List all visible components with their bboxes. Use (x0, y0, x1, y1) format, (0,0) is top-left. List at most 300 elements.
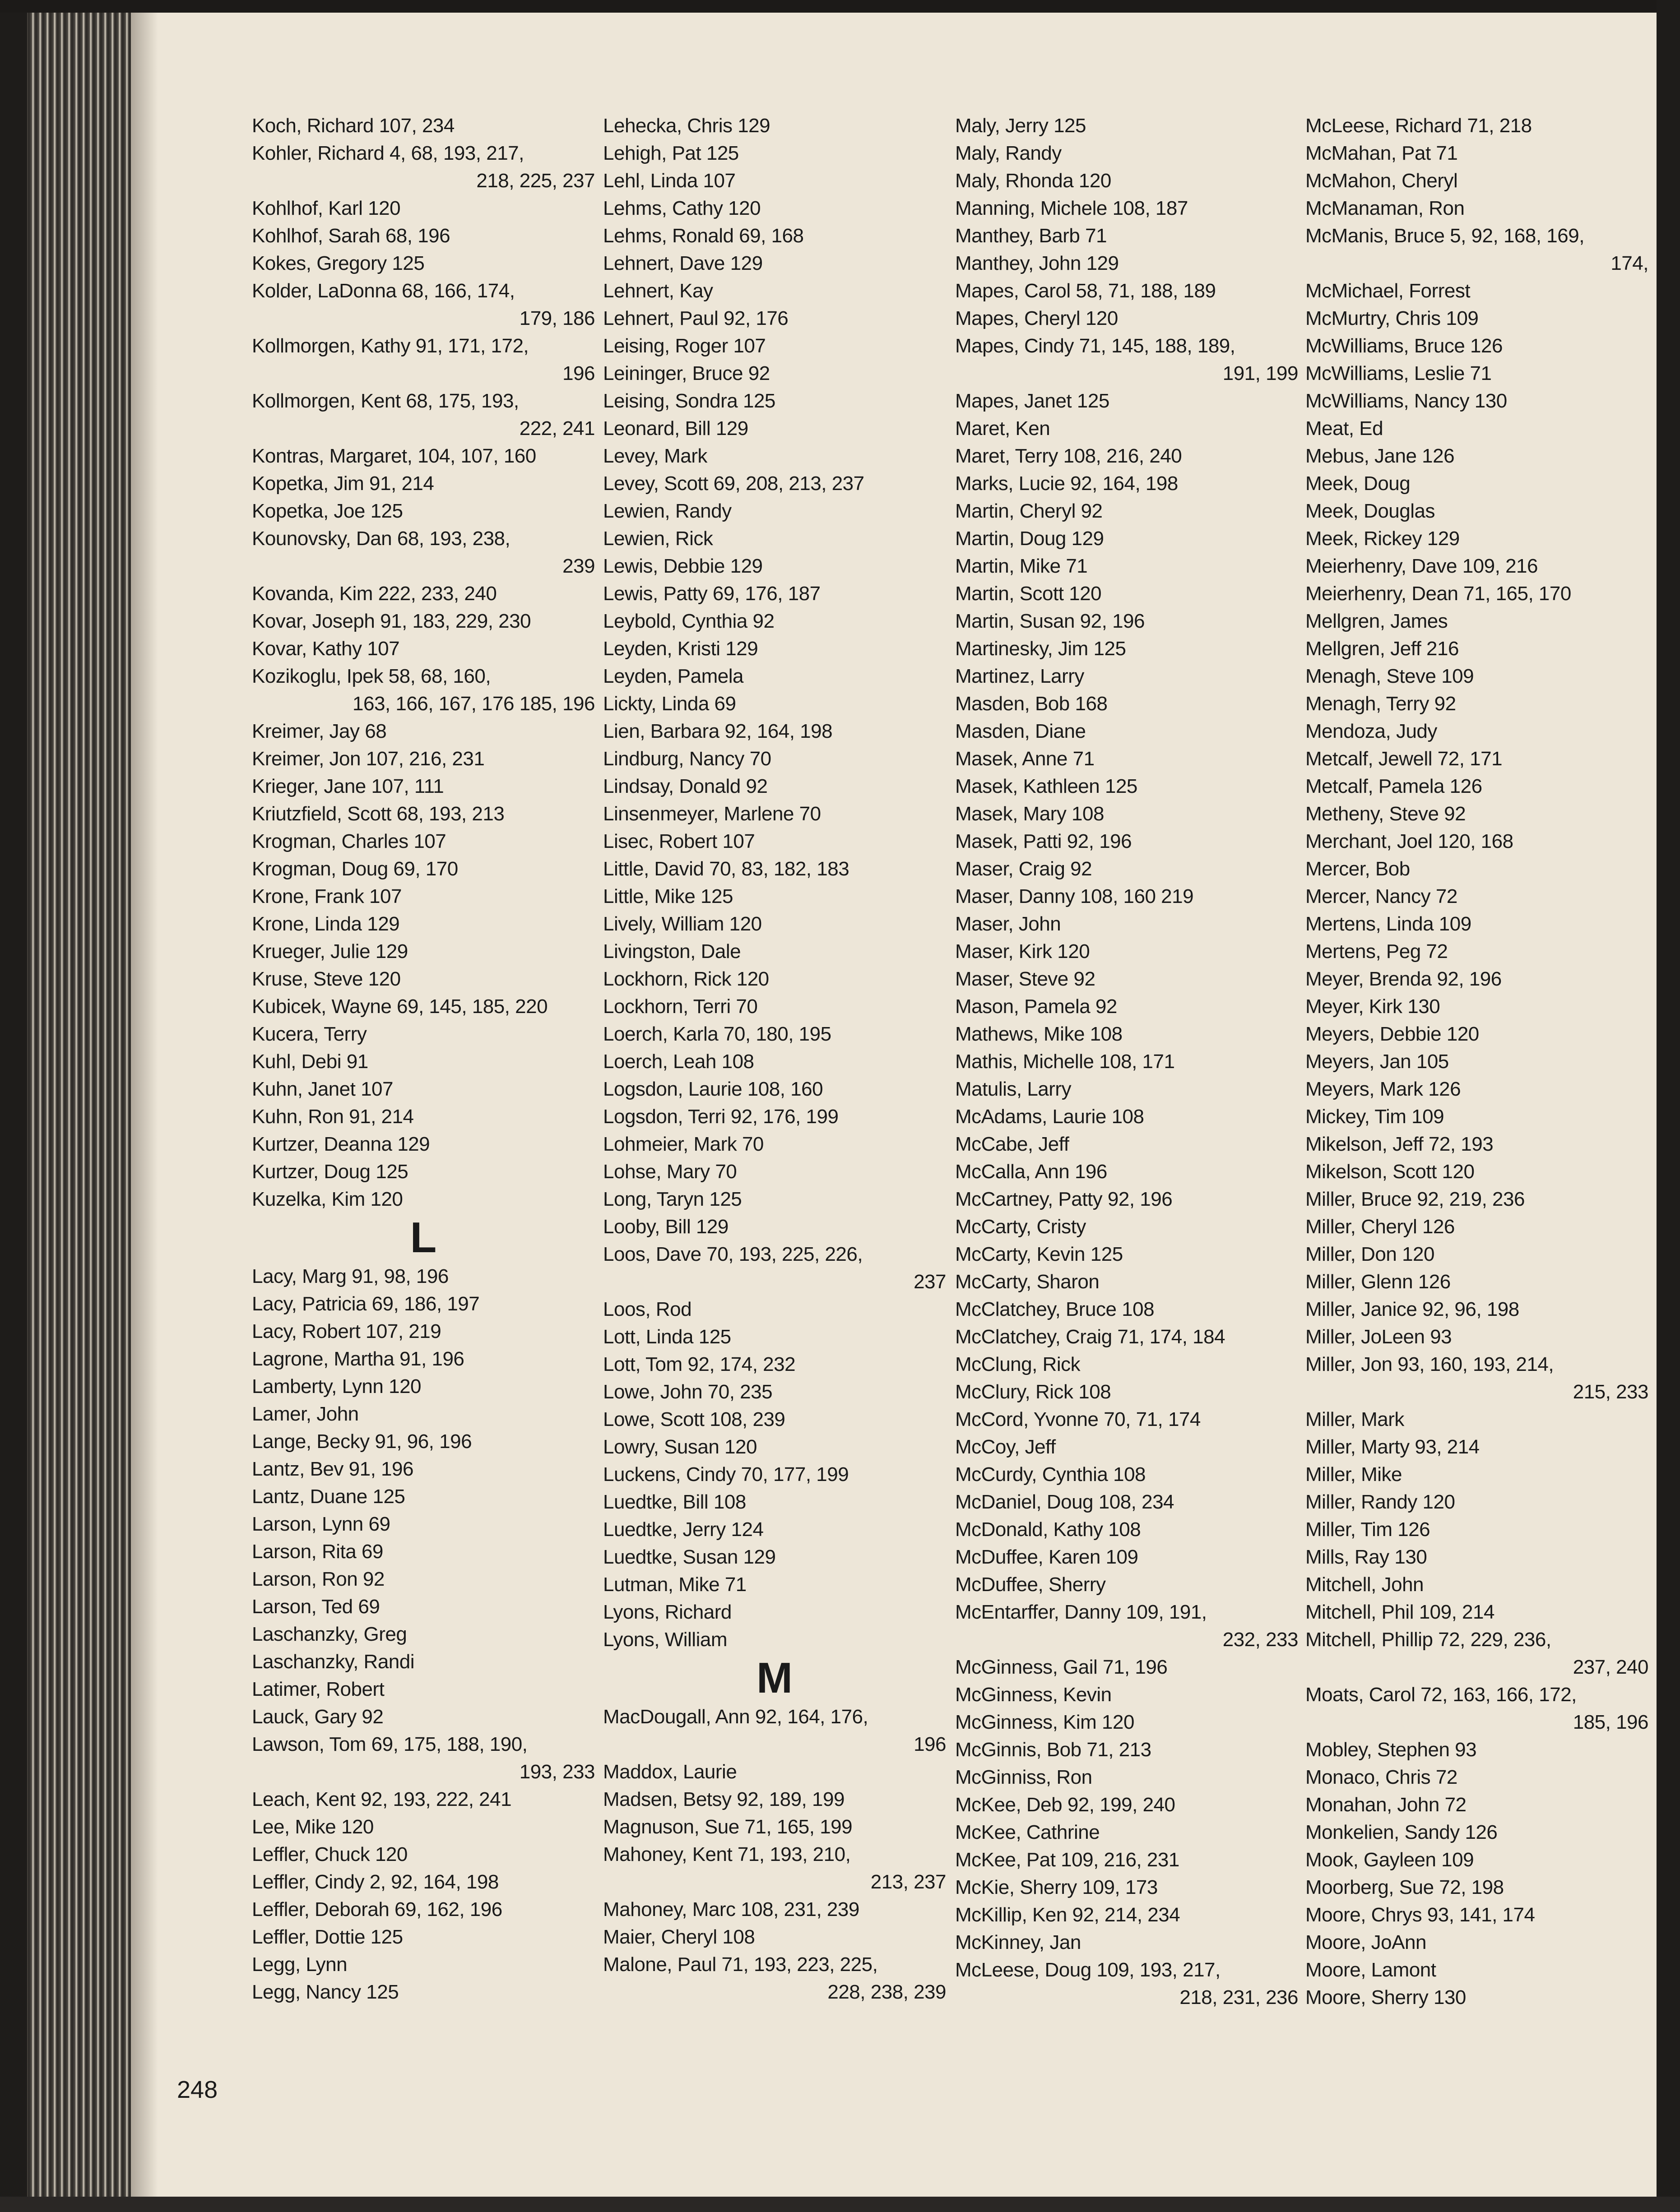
index-entry (1305, 1543, 1648, 1571)
index-entry-text: Mapes, Cindy 71, 145, 188, 189, (955, 335, 1235, 357)
index-entry-text: Krone, Frank 107 (252, 885, 402, 907)
index-entry (955, 965, 1298, 993)
index-entry-text: Long, Taryn 125 (603, 1188, 742, 1210)
index-entry-continuation: 215, 233 (1573, 1381, 1648, 1403)
index-entry (955, 938, 1298, 965)
index-entry (955, 910, 1298, 938)
index-entry-text: Mickey, Tim 109 (1305, 1106, 1444, 1128)
index-entry-text: Leffler, Dottie 125 (252, 1926, 403, 1948)
index-entry (1305, 1296, 1648, 1323)
index-entry-text: Legg, Lynn (252, 1953, 348, 1976)
index-entry (955, 332, 1298, 387)
index-entry-text: Krueger, Julie 129 (252, 940, 408, 963)
index-entry (1305, 1048, 1648, 1075)
index-entry-text: Kontras, Margaret, 104, 107, 160 (252, 445, 536, 467)
index-entry-text: Masek, Patti 92, 196 (955, 830, 1132, 852)
index-entry (1305, 387, 1648, 415)
index-entry (252, 607, 595, 635)
index-entry-text: Leonard, Bill 129 (603, 417, 748, 440)
index-entry (252, 828, 595, 855)
index-entry (603, 1786, 946, 1813)
index-entry (1305, 1185, 1648, 1213)
index-entry (955, 415, 1298, 442)
index-entry-text: Little, David 70, 83, 182, 183 (603, 858, 849, 880)
index-entry-continuation: 232, 233 (1222, 1629, 1298, 1651)
index-entry (1305, 1929, 1648, 1956)
index-entry-text: Kollmorgen, Kent 68, 175, 193, (252, 390, 519, 412)
index-entry-text: Mapes, Janet 125 (955, 390, 1109, 412)
index-entry (1305, 1571, 1648, 1598)
index-entry-text: Linsenmeyer, Marlene 70 (603, 803, 821, 825)
index-entry (1305, 938, 1648, 965)
index-entry (1305, 580, 1648, 607)
index-entry-text: Lindsay, Donald 92 (603, 775, 768, 797)
index-entry-text: Kuzelka, Kim 120 (252, 1188, 403, 1210)
index-entry (252, 800, 595, 828)
index-entry (1305, 442, 1648, 470)
index-entry-text: Lehms, Ronald 69, 168 (603, 225, 804, 247)
index-entry (955, 1819, 1298, 1846)
index-entry (955, 497, 1298, 525)
index-entry-text: Leybold, Cynthia 92 (603, 610, 775, 632)
index-entry-text: Mercer, Bob (1305, 858, 1410, 880)
index-entry (252, 1813, 595, 1841)
index-entry-text: McClatchey, Craig 71, 174, 184 (955, 1326, 1225, 1348)
index-entry (603, 360, 946, 387)
index-entry-text: Kurtzer, Doug 125 (252, 1161, 408, 1183)
index-entry-text: Merchant, Joel 120, 168 (1305, 830, 1513, 852)
index-entry-text: Logsdon, Terri 92, 176, 199 (603, 1106, 839, 1128)
index-entry (252, 250, 595, 277)
index-entry (603, 1075, 946, 1103)
index-entry-text: Meierhenry, Dean 71, 165, 170 (1305, 583, 1571, 605)
index-entry (603, 635, 946, 662)
index-entry (1305, 1103, 1648, 1130)
index-entry (1305, 1791, 1648, 1819)
index-entry (955, 1598, 1298, 1653)
index-entry-text: Kovar, Joseph 91, 183, 229, 230 (252, 610, 531, 632)
index-entry-text: Kopetka, Joe 125 (252, 500, 403, 522)
index-entry-text: Magnuson, Sue 71, 165, 199 (603, 1816, 853, 1838)
index-entry-text: Lehnert, Kay (603, 280, 713, 302)
index-entry (603, 442, 946, 470)
index-entry (252, 1263, 595, 1290)
index-entry-text: Mertens, Linda 109 (1305, 913, 1471, 935)
index-entry-text: Miller, Mark (1305, 1408, 1404, 1430)
index-entry (1305, 1516, 1648, 1543)
index-entry-text: Larson, Ted 69 (252, 1596, 380, 1618)
index-entry (955, 828, 1298, 855)
index-entry-text: Miller, Marty 93, 214 (1305, 1436, 1480, 1458)
index-entry (603, 938, 946, 965)
index-entry-text: Metcalf, Pamela 126 (1305, 775, 1482, 797)
index-entry (603, 1240, 946, 1296)
index-entry (955, 305, 1298, 332)
index-entry-text: Menagh, Steve 109 (1305, 665, 1474, 687)
index-entry-text: Lantz, Duane 125 (252, 1485, 405, 1508)
index-entry-text: Mendoza, Judy (1305, 720, 1437, 742)
index-entry (955, 1791, 1298, 1819)
index-entry (955, 1956, 1298, 2011)
index-entry (603, 1020, 946, 1048)
index-entry-text: Loos, Dave 70, 193, 225, 226, (603, 1243, 863, 1265)
index-entry (252, 745, 595, 773)
index-entry-text: Laschanzky, Randi (252, 1651, 414, 1673)
index-entry (252, 1185, 595, 1213)
index-entry (603, 580, 946, 607)
index-entry-text: McCartney, Patty 92, 196 (955, 1188, 1173, 1210)
index-entry-text: Kurtzer, Deanna 129 (252, 1133, 430, 1155)
index-entry-text: Miller, Janice 92, 96, 198 (1305, 1298, 1519, 1320)
index-entry-text: McGinness, Kevin (955, 1684, 1112, 1706)
index-entry (1305, 1901, 1648, 1929)
index-entry-text: McGinnis, Bob 71, 213 (955, 1739, 1151, 1761)
index-entry (252, 497, 595, 525)
index-entry (955, 139, 1298, 167)
index-entry (955, 1075, 1298, 1103)
index-entry (252, 1923, 595, 1951)
index-entry (1305, 1268, 1648, 1296)
index-entry-text: Kozikoglu, Ipek 58, 68, 160, (252, 665, 491, 687)
index-entry-text: Miller, Tim 126 (1305, 1518, 1430, 1541)
index-entry-text: Miller, Mike (1305, 1463, 1402, 1485)
index-entry-text: Mikelson, Jeff 72, 193 (1305, 1133, 1494, 1155)
index-entry (603, 305, 946, 332)
index-entry (1305, 1736, 1648, 1763)
index-entry (252, 332, 595, 387)
index-entry (252, 1565, 595, 1593)
index-entry-text: Mellgren, Jeff 216 (1305, 638, 1459, 660)
index-entry-text: Maser, Steve 92 (955, 968, 1095, 990)
index-entry-text: McKee, Deb 92, 199, 240 (955, 1794, 1175, 1816)
index-entry-text: Meyer, Brenda 92, 196 (1305, 968, 1502, 990)
index-entry-text: Malone, Paul 71, 193, 223, 225, (603, 1953, 878, 1976)
index-entry (1305, 1819, 1648, 1846)
index-entry (603, 1048, 946, 1075)
index-entry-text: Miller, JoLeen 93 (1305, 1326, 1452, 1348)
index-entry-text: Martin, Mike 71 (955, 555, 1088, 577)
index-entry (955, 442, 1298, 470)
index-entry-text: Miller, Randy 120 (1305, 1491, 1455, 1513)
index-entry-text: Lamer, John (252, 1403, 359, 1425)
index-entry-text: Livingston, Dale (603, 940, 741, 963)
index-entry-text: Masek, Anne 71 (955, 748, 1095, 770)
index-entry (252, 965, 595, 993)
index-entry (603, 745, 946, 773)
index-entry-text: McKee, Pat 109, 216, 231 (955, 1849, 1179, 1871)
index-entry (252, 1896, 595, 1923)
index-entry (603, 1841, 946, 1896)
index-entry (252, 1620, 595, 1648)
index-entry-text: Meat, Ed (1305, 417, 1383, 440)
index-entry-text: Metheny, Steve 92 (1305, 803, 1466, 825)
index-entry (955, 1185, 1298, 1213)
index-column-2 (603, 112, 946, 2006)
index-entry (252, 1731, 595, 1786)
index-entry (1305, 717, 1648, 745)
index-entry (252, 277, 595, 332)
index-entry-text: Lehigh, Pat 125 (603, 142, 739, 164)
index-entry-text: Leising, Roger 107 (603, 335, 766, 357)
index-entry (252, 1048, 595, 1075)
index-entry-text: McKinney, Jan (955, 1931, 1081, 1953)
index-entry (955, 1543, 1298, 1571)
index-entry-text: Larson, Rita 69 (252, 1541, 383, 1563)
index-entry-text: McWilliams, Bruce 126 (1305, 335, 1503, 357)
index-entry-text: Mapes, Carol 58, 71, 188, 189 (955, 280, 1216, 302)
index-entry-text: Meek, Rickey 129 (1305, 528, 1460, 550)
index-entry (252, 1675, 595, 1703)
index-entry (955, 1048, 1298, 1075)
index-entry-text: Masek, Kathleen 125 (955, 775, 1137, 797)
index-entry (252, 635, 595, 662)
index-entry-continuation: 237, 240 (1573, 1656, 1648, 1678)
index-entry-text: Meierhenry, Dave 109, 216 (1305, 555, 1538, 577)
index-entry-text: McMurtry, Chris 109 (1305, 307, 1479, 329)
index-entry (955, 1708, 1298, 1736)
index-entry-text: McGinniss, Ron (955, 1766, 1092, 1788)
index-entry (603, 1323, 946, 1351)
index-entry (1305, 883, 1648, 910)
index-entry (603, 1488, 946, 1516)
index-entry-text: Monkelien, Sandy 126 (1305, 1821, 1498, 1843)
index-entry-text: Lott, Linda 125 (603, 1326, 731, 1348)
index-entry (603, 415, 946, 442)
index-entry-text: Lyons, William (603, 1629, 727, 1651)
index-entry-text: Maly, Jerry 125 (955, 115, 1086, 137)
index-entry (252, 1020, 595, 1048)
index-entry-text: Lutman, Mike 71 (603, 1573, 747, 1596)
index-entry-text: Lindburg, Nancy 70 (603, 748, 771, 770)
index-entry-text: Kucera, Terry (252, 1023, 367, 1045)
index-entry (1305, 910, 1648, 938)
index-entry-text: Lantz, Bev 91, 196 (252, 1458, 413, 1480)
index-entry (955, 1874, 1298, 1901)
index-entry-text: Luckens, Cindy 70, 177, 199 (603, 1463, 849, 1485)
index-entry-text: McCabe, Jeff (955, 1133, 1069, 1155)
index-entry-text: Loerch, Karla 70, 180, 195 (603, 1023, 831, 1045)
index-entry (1305, 1020, 1648, 1048)
index-entry-text: McCalla, Ann 196 (955, 1161, 1107, 1183)
index-entry-continuation: 237 (914, 1271, 946, 1293)
index-entry (252, 1703, 595, 1731)
index-entry-text: Lacy, Marg 91, 98, 196 (252, 1265, 449, 1287)
index-entry-text: Miller, Glenn 126 (1305, 1271, 1451, 1293)
index-entry (603, 194, 946, 222)
index-entry-text: Matulis, Larry (955, 1078, 1072, 1100)
index-entry (603, 965, 946, 993)
index-entry-text: Miller, Cheryl 126 (1305, 1216, 1455, 1238)
index-entry-continuation: 163, 166, 167, 176 185, 196 (353, 693, 595, 715)
index-entry-text: Maser, Kirk 120 (955, 940, 1090, 963)
index-entry-text: MacDougall, Ann 92, 164, 176, (603, 1706, 868, 1728)
index-entry-text: Leffler, Deborah 69, 162, 196 (252, 1898, 502, 1920)
index-entry (252, 883, 595, 910)
index-entry-text: Loerch, Leah 108 (603, 1050, 754, 1073)
index-entry (603, 1351, 946, 1378)
index-entry (603, 1813, 946, 1841)
index-entry (603, 387, 946, 415)
index-entry (1305, 139, 1648, 167)
index-entry (955, 1929, 1298, 1956)
index-entry-text: McKie, Sherry 109, 173 (955, 1876, 1158, 1898)
index-entry (955, 1351, 1298, 1378)
index-entry-text: Krone, Linda 129 (252, 913, 400, 935)
index-entry-text: McDuffee, Sherry (955, 1573, 1106, 1596)
index-entry (252, 1158, 595, 1185)
index-entry (603, 250, 946, 277)
index-entry-text: Kopetka, Jim 91, 214 (252, 472, 434, 495)
index-entry (603, 883, 946, 910)
index-entry (252, 717, 595, 745)
index-entry (603, 800, 946, 828)
index-entry-text: Lawson, Tom 69, 175, 188, 190, (252, 1733, 528, 1755)
index-entry-text: McManis, Bruce 5, 92, 168, 169, (1305, 225, 1584, 247)
index-entry (955, 470, 1298, 497)
index-entry-text: Kollmorgen, Kathy 91, 171, 172, (252, 335, 529, 357)
index-entry (1305, 690, 1648, 717)
index-entry-text: Moore, Lamont (1305, 1959, 1436, 1981)
index-entry-text: Lehnert, Paul 92, 176 (603, 307, 789, 329)
index-entry (1305, 1626, 1648, 1681)
index-entry (252, 1075, 595, 1103)
index-entry-text: Lewien, Rick (603, 528, 713, 550)
index-entry (1305, 1240, 1648, 1268)
index-entry (252, 1868, 595, 1896)
index-entry-text: Masden, Diane (955, 720, 1086, 742)
index-entry (955, 1901, 1298, 1929)
index-entry (1305, 1130, 1648, 1158)
index-entry-text: Kovar, Kathy 107 (252, 638, 400, 660)
index-entry (252, 139, 595, 194)
index-entry-text: Lyons, Richard (603, 1601, 732, 1623)
index-entry-text: Leininger, Bruce 92 (603, 362, 770, 384)
index-entry (252, 194, 595, 222)
index-entry (1305, 112, 1648, 139)
index-entry-continuation: 193, 233 (519, 1761, 595, 1783)
index-entry (1305, 167, 1648, 194)
index-entry-text: McDaniel, Doug 108, 234 (955, 1491, 1174, 1513)
index-entry (603, 855, 946, 883)
section-letter-heading: M (756, 1654, 793, 1702)
section-letter-heading: L (410, 1213, 437, 1262)
index-entry-continuation: 228, 238, 239 (827, 1981, 946, 2003)
index-entry (603, 690, 946, 717)
index-entry-text: Logsdon, Laurie 108, 160 (603, 1078, 823, 1100)
index-entry (1305, 607, 1648, 635)
index-entry (252, 1978, 595, 2006)
index-entry (955, 1571, 1298, 1598)
index-entry-text: Manthey, John 129 (955, 252, 1119, 274)
index-entry-text: McWilliams, Nancy 130 (1305, 390, 1507, 412)
index-entry-text: Legg, Nancy 125 (252, 1981, 399, 2003)
index-entry (252, 1373, 595, 1400)
index-entry-text: Lewien, Randy (603, 500, 732, 522)
index-entry (252, 1841, 595, 1868)
index-entry-text: Lauck, Gary 92 (252, 1706, 384, 1728)
index-entry-text: Luedtke, Susan 129 (603, 1546, 776, 1568)
index-entry (1305, 470, 1648, 497)
index-entry-text: Lacy, Patricia 69, 186, 197 (252, 1293, 480, 1315)
index-entry-text: McLeese, Doug 109, 193, 217, (955, 1959, 1221, 1981)
index-entry (1305, 360, 1648, 387)
index-entry (955, 277, 1298, 305)
index-entry-text: Marks, Lucie 92, 164, 198 (955, 472, 1178, 495)
index-entry (955, 993, 1298, 1020)
index-entry (603, 277, 946, 305)
index-entry (603, 607, 946, 635)
index-entry-text: Mikelson, Scott 120 (1305, 1161, 1475, 1183)
index-entry (252, 1483, 595, 1510)
index-entry (955, 167, 1298, 194)
index-entry-text: Moore, Sherry 130 (1305, 1986, 1466, 2008)
scan-right-edge (1657, 0, 1680, 2212)
index-entry-text: Laschanzky, Greg (252, 1623, 407, 1645)
index-entry-text: Lewis, Patty 69, 176, 187 (603, 583, 821, 605)
index-entry-text: Mathis, Michelle 108, 171 (955, 1050, 1175, 1073)
index-entry-text: McKillip, Ken 92, 214, 234 (955, 1904, 1180, 1926)
index-entry (252, 1593, 595, 1620)
index-entry (955, 855, 1298, 883)
index-entry (1305, 745, 1648, 773)
index-entry (252, 222, 595, 250)
index-entry-text: Mahoney, Marc 108, 231, 239 (603, 1898, 859, 1920)
index-entry (955, 607, 1298, 635)
index-entry-text: Kohlhof, Karl 120 (252, 197, 401, 219)
index-entry-text: Kuhl, Debi 91 (252, 1050, 368, 1073)
index-entry (1305, 1351, 1648, 1406)
index-entry (252, 1428, 595, 1455)
index-entry-text: Kovanda, Kim 222, 233, 240 (252, 583, 497, 605)
index-entry (1305, 497, 1648, 525)
index-entry (603, 1923, 946, 1951)
index-entry-continuation: 196 (914, 1733, 946, 1755)
index-entry-text: Martin, Scott 120 (955, 583, 1102, 605)
index-entry (603, 1158, 946, 1185)
index-entry-text: Martinez, Larry (955, 665, 1084, 687)
index-entry (1305, 1598, 1648, 1626)
index-entry (252, 1345, 595, 1373)
index-entry (1305, 305, 1648, 332)
index-entry (603, 1406, 946, 1433)
index-entry-text: Mertens, Peg 72 (1305, 940, 1448, 963)
index-entry (603, 773, 946, 800)
index-entry (252, 662, 595, 717)
index-entry-text: Lively, William 120 (603, 913, 762, 935)
index-entry-text: Martinesky, Jim 125 (955, 638, 1126, 660)
index-entry (955, 690, 1298, 717)
index-entry-text: McCoy, Jeff (955, 1436, 1056, 1458)
index-entry (252, 1103, 595, 1130)
index-entry-text: Lohmeier, Mark 70 (603, 1133, 764, 1155)
index-entry-text: Madsen, Betsy 92, 189, 199 (603, 1788, 845, 1810)
index-entry (955, 1378, 1298, 1406)
index-entry-text: Leffler, Cindy 2, 92, 164, 198 (252, 1871, 499, 1893)
index-entry-text: Metcalf, Jewell 72, 171 (1305, 748, 1503, 770)
index-entry-text: Mook, Gayleen 109 (1305, 1849, 1474, 1871)
index-entry-text: Moore, Chrys 93, 141, 174 (1305, 1904, 1535, 1926)
index-entry-text: Kounovsky, Dan 68, 193, 238, (252, 528, 510, 550)
index-entry-text: Moore, JoAnn (1305, 1931, 1426, 1953)
index-entry (252, 1455, 595, 1483)
book-binding (0, 0, 27, 2212)
scan-bottom-edge (0, 2197, 1680, 2212)
index-entry (252, 442, 595, 470)
index-entry (603, 112, 946, 139)
index-entry (603, 1296, 946, 1323)
index-entry (252, 910, 595, 938)
index-entry-text: Kokes, Gregory 125 (252, 252, 425, 274)
